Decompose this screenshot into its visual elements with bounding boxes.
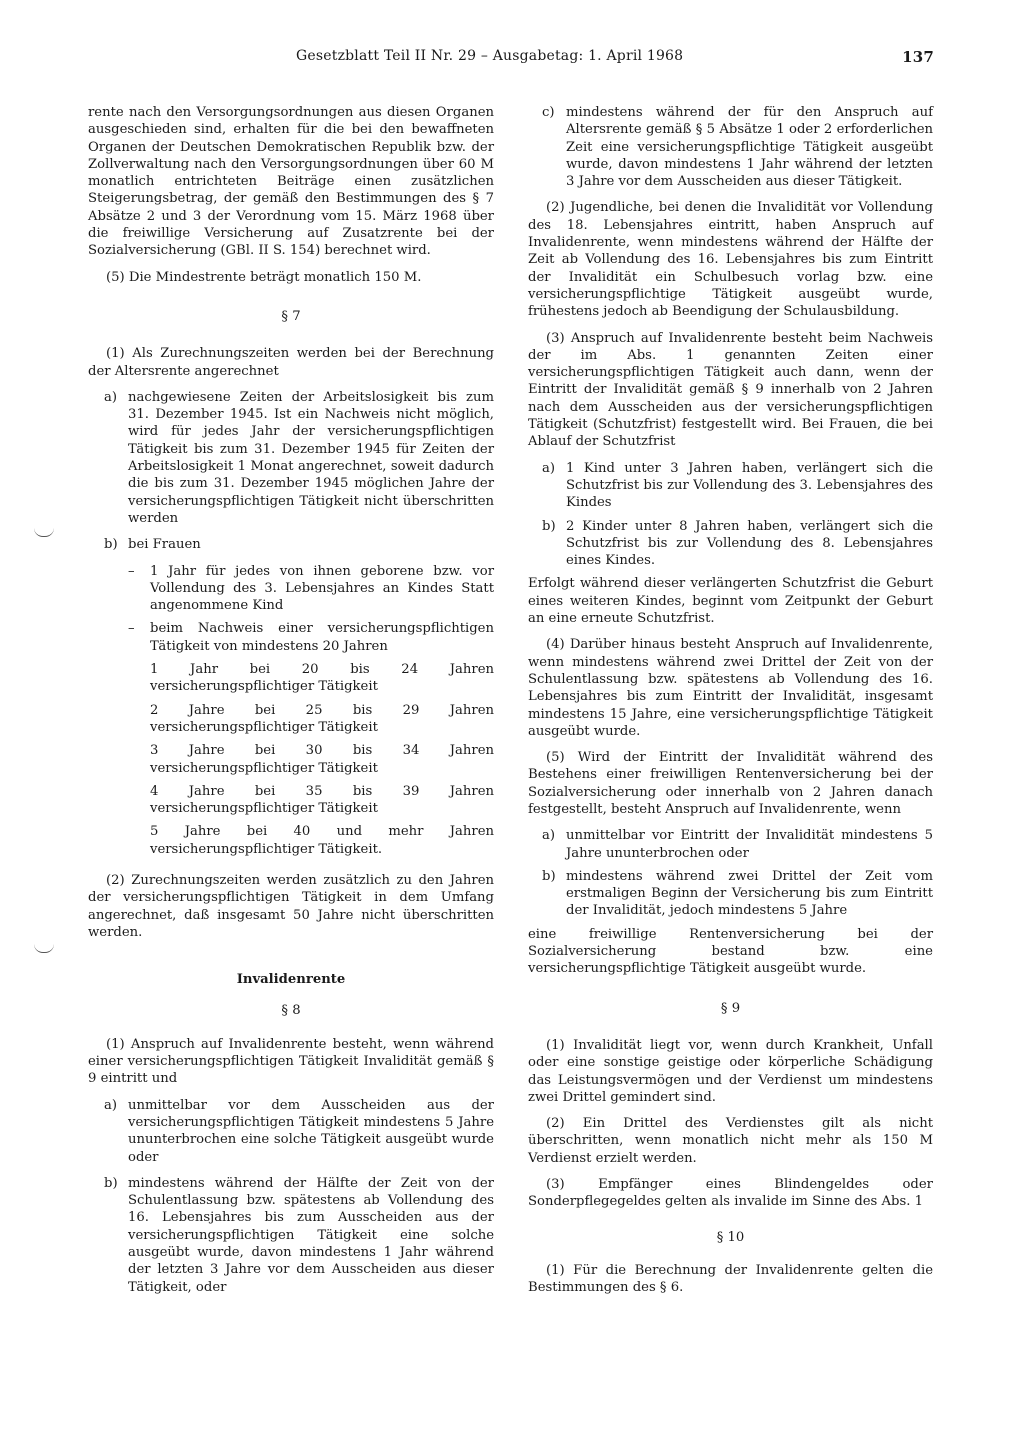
- right-column: [528, 104, 933, 1306]
- dash-marker: –: [128, 563, 135, 579]
- list-text: unmittelbar vor Eintritt der Invalidität mindestens 5 Jahre ununterbrochen oder: [566, 828, 933, 861]
- list-label: a): [542, 460, 556, 476]
- paragraph: (3) Anspruch auf Invalidenrente besteht beim Nachweis der im Abs. 1 genannten Zeiten einer versicherungspflichtigen Tätigkeit auch dann, wenn der Eintritt der Invalidität gemäß § 9 innerhalb von 2 Jahren nach dem Ausscheiden aus der versicherungspflichtigen Tätigkeit (Schutzfrist) festgestellt wird. Bei Frauen, die bei Ablauf der Schutzfrist: [528, 330, 933, 450]
- list-text: unmittelbar vor dem Ausscheiden aus der versicherungspflichtigen Tätigkeit mindestens 5 Jahre ununterbrochen eine solche Tätigkeit ausgeübt wurde oder: [128, 1097, 494, 1165]
- list-item: [88, 1097, 494, 1166]
- list-item: [88, 536, 494, 553]
- paragraph: (2) Zurechnungszeiten werden zusätzlich zu den Jahren der versicherungspflichtigen Tätigkeit in dem Umfang angerechnet, daß insgesamt 50 Jahre nicht überschritten werden.: [88, 872, 494, 940]
- list-label: a): [104, 1097, 118, 1113]
- list-item: [528, 868, 933, 920]
- list-text: mindestens während zwei Drittel der Zeit vom erstmaligen Beginn der Versicherung bis zum Eintritt der Invalidität, jedoch mindestens 5 Jahre: [566, 868, 933, 919]
- paragraph: (2) Jugendliche, bei denen die Invalidität vor Vollendung des 18. Lebensjahres eintritt, haben Anspruch auf Invalidenrente, wenn mindestens während der Hälfte der Zeit ab Vollendung des 16. Lebensjahres bis zum Eintritt der Invalidität ein Schulbesuch vorlag bzw. eine versicherungspflichtige Tätigkeit ausgeübt wurde, frühestens jedoch ab Beendigung der Schulausbildung.: [528, 200, 933, 320]
- list-label: c): [542, 105, 555, 120]
- paragraph: eine freiwillige Rentenversicherung bei der Sozialversicherung bestand bzw. eine versicherungspflichtige Tätigkeit ausgeübt wurde.: [528, 926, 933, 977]
- dash-item: [88, 620, 494, 655]
- list-item: [528, 827, 933, 862]
- paragraph: (4) Darüber hinaus besteht Anspruch auf Invalidenrente, wenn mindestens während zwei Drittel der Zeit von der Schulentlassung bzw. spätestens ab Vollendung des 16. Lebensjahres bis zum Eintritt der Invalidität, insgesamt mindestens 15 Jahre, eine versicherungspflichtige Tätigkeit ausgeübt wurde.: [528, 637, 933, 739]
- list-item: [88, 1175, 494, 1296]
- list-label: a): [542, 828, 556, 844]
- margin-mark: [34, 944, 54, 953]
- list-label: b): [104, 1175, 118, 1191]
- page-header: [296, 48, 936, 72]
- header-title: Gesetzblatt Teil II Nr. 29 – Ausgabetag: 1. April 1968: [296, 48, 684, 64]
- list-label: a): [104, 389, 118, 405]
- paragraph: (1) Als Zurechnungszeiten werden bei der Berechnung der Altersrente angerechnet: [88, 346, 494, 379]
- list-item: [528, 104, 933, 190]
- dash-text: 1 Jahr für jedes von ihnen geborene bzw. vor Vollendung des 3. Lebensjahres an Kindes Statt angenommene Kind: [150, 563, 494, 614]
- list-item: [528, 518, 933, 570]
- paragraph: (1) Invalidität liegt vor, wenn durch Krankheit, Unfall oder eine sonstige geistige oder körperliche Schädigung das Leistungsvermögen und der Verdienst um mindestens zwei Drittel gemindert sind.: [528, 1037, 933, 1105]
- dash-item: [88, 563, 494, 615]
- list-item: [528, 460, 933, 512]
- dash-marker: –: [128, 621, 135, 637]
- section-heading: § 7: [281, 308, 301, 324]
- heading-invalidenrente: Invalidenrente: [236, 972, 346, 988]
- paragraph: (1) Für die Berechnung der Invalidenrente gelten die Bestimmungen des § 6.: [528, 1262, 933, 1296]
- page-number: 137: [902, 48, 934, 66]
- scale-entry: 5 Jahre bei 40 und mehr Jahren versicherungspflichtiger Tätigkeit.: [150, 824, 494, 857]
- list-text: 2 Kinder unter 8 Jahren haben, verlängert sich die Schutzfrist bis zur Vollendung des 8. Lebensjahres eines Kindes.: [566, 518, 933, 569]
- section-heading: § 10: [716, 1229, 745, 1245]
- scale-entry: 1 Jahr bei 20 bis 24 Jahren versicherungspflichtiger Tätigkeit: [150, 662, 494, 695]
- section-heading: § 8: [281, 1003, 301, 1019]
- list-text: mindestens während der für den Anspruch auf Altersrente gemäß § 5 Absätze 1 oder 2 erforderlichen Zeit eine versicherungspflichtige Tätigkeit ausgeübt wurde, davon mindestens 1 Jahr während der letzten 3 Jahre vor dem Ausscheiden aus dieser Tätigkeit.: [566, 105, 933, 190]
- paragraph: (1) Anspruch auf Invalidenrente besteht, wenn während einer versicherungspflichtigen Tätigkeit Invalidität gemäß § 9 eintritt und: [88, 1036, 494, 1087]
- paragraph: (5) Die Mindestrente beträgt monatlich 150 M.: [106, 269, 422, 285]
- list-label: b): [542, 518, 556, 534]
- paragraph: rente nach den Versorgungsordnungen aus diesen Organen ausgeschieden sind, erhalten für die bei den bewaffneten Organen der Deutschen Demokratischen Republik bzw. der Zollverwaltung nach den Versorgungsordnungen über 60 M monatlich entrichteten Beiträge einen zusätzlichen Steigerungsbetrag, der gemäß den Bestimmungen des § 7 Absätze 2 und 3 der Verordnung vom 15. März 1968 über die freiwillige Versicherung auf Zusatzrente bei der Sozialversicherung (GBl. II S. 154) berechnet wird.: [88, 105, 494, 259]
- section-heading: § 9: [720, 1000, 741, 1016]
- paragraph: (3) Empfänger eines Blindengeldes oder Sonderpflegegeldes gelten als invalide im Sinne des Abs. 1: [528, 1177, 933, 1210]
- margin-mark: [34, 528, 54, 537]
- left-column: [88, 104, 494, 1305]
- paragraph: (5) Wird der Eintritt der Invalidität während des Bestehens einer freiwilligen Rentenversicherung bei der Sozialversicherung oder innerhalb von 2 Jahren danach festgestellt, besteht Anspruch auf Invalidenrente, wenn: [528, 750, 933, 817]
- list-label: b): [542, 868, 556, 884]
- scale-entry: 4 Jahre bei 35 bis 39 Jahren versicherungspflichtiger Tätigkeit: [150, 783, 494, 817]
- paragraph: Erfolgt während dieser verlängerten Schutzfrist die Geburt eines weiteren Kindes, beginnt vom Zeitpunkt der Geburt an eine erneute Schutzfrist.: [528, 576, 933, 627]
- scale-entry: 2 Jahre bei 25 bis 29 Jahren versicherungspflichtiger Tätigkeit: [150, 702, 494, 735]
- dash-text: beim Nachweis einer versicherungspflichtigen Tätigkeit von mindestens 20 Jahren: [150, 621, 494, 654]
- list-text: bei Frauen: [128, 537, 201, 553]
- list-label: b): [104, 537, 118, 553]
- paragraph: (2) Ein Drittel des Verdienstes gilt als nicht überschritten, wenn monatlich nicht mehr als 150 M Verdienst erzielt werden.: [528, 1116, 933, 1166]
- scale-entry: 3 Jahre bei 30 bis 34 Jahren versicherungspflichtiger Tätigkeit: [150, 743, 494, 776]
- list-text: mindestens während der Hälfte der Zeit von der Schulentlassung bzw. spätestens ab Vollendung des 16. Lebensjahres bis zum Ausscheiden aus der versicherungspflichtigen Tätigkeit eine solche ausgeübt wurde, davon mindestens 1 Jahr während der letzten 3 Jahre vor dem Ausscheiden aus dieser Tätigkeit, oder: [128, 1175, 494, 1295]
- list-text: 1 Kind unter 3 Jahren haben, verlängert sich die Schutzfrist bis zur Vollendung des 3. Lebensjahres des Kindes: [566, 460, 933, 511]
- list-item: [88, 389, 494, 527]
- list-text: nachgewiesene Zeiten der Arbeitslosigkeit bis zum 31. Dezember 1945. Ist ein Nachweis nicht möglich, wird für jedes Jahr der versicherungspflichtigen Tätigkeit bis zum 31. Dezember 1945 für Zeiten der Arbeitslosigkeit 1 Monat angerechnet, soweit dadurch die bis zum 31. Dezember 1945 möglichen Jahre der versicherungspflichtigen Tätigkeit nicht überschritten werden: [128, 389, 494, 526]
